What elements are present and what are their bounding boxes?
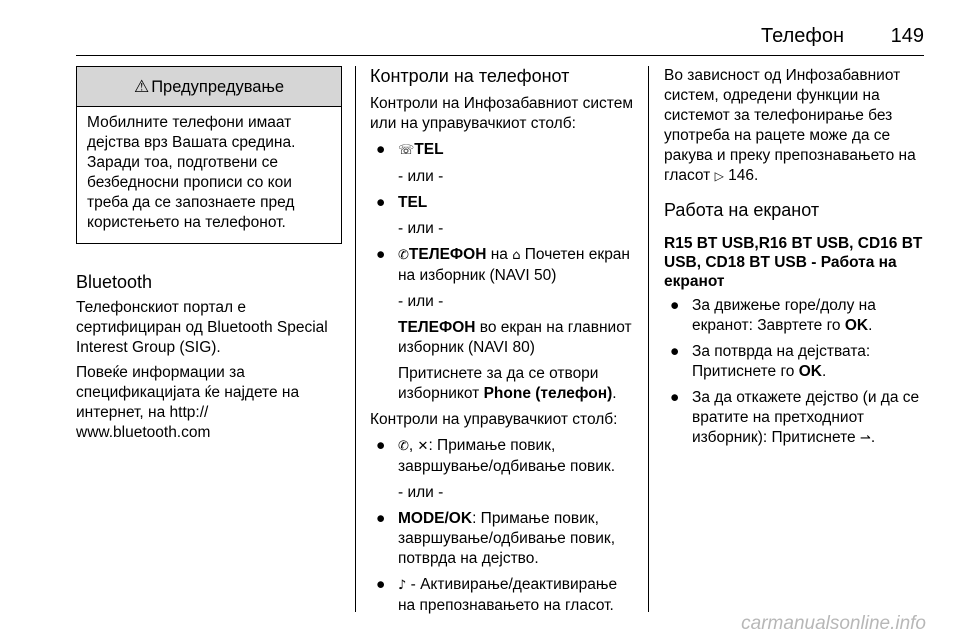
column-divider-1 <box>355 66 356 612</box>
page-header-title: Телефон <box>761 25 844 47</box>
or-separator-1: - или - <box>398 168 444 185</box>
tel-label-1: TEL <box>414 141 444 158</box>
phone-receiver-icon: ✆ <box>398 248 409 263</box>
bluetooth-heading: Bluetooth <box>76 272 153 292</box>
header-rule <box>76 55 924 56</box>
page-reference-triangle-icon: ▷ <box>714 169 724 183</box>
list-item-voice: ● ♪ - Активирање/деактивирање на препознавањето на гласот. <box>376 576 618 614</box>
phone-answer-icon: ✆ <box>398 439 409 454</box>
column-3 <box>664 66 928 449</box>
screen-operation-subheading: R15 BT USB,R16 BT USB, CD16 BT USB, CD18 BT USB - Работа на екранот <box>664 235 923 290</box>
page-number: 149 <box>890 25 924 47</box>
telefon-press-text: Притиснете за да се отвори изборникот Phone (телефон). <box>398 365 617 402</box>
controls-intro: Контроли на Инфозабавниот систем или на управувачкиот столб: <box>370 95 633 132</box>
bluetooth-paragraph-2: Повеќе информации за спецификацијата ќе најдете на интернет, на http:// www.bluetooth.com <box>76 364 300 441</box>
phone-hangup-icon: ✕ <box>417 439 429 454</box>
warning-header <box>77 67 341 107</box>
home-icon: ⌂ <box>512 248 521 263</box>
column-1 <box>76 66 342 443</box>
steering-column-intro: Контроли на управувачкиот столб: <box>370 411 618 428</box>
or-separator-4: - или - <box>398 484 444 501</box>
bluetooth-paragraph-1: Телефонскиот портал е сертифициран од Bluetooth Special Interest Group (SIG). <box>76 299 328 356</box>
tel-label-2: TEL <box>398 194 428 211</box>
warning-triangle-icon: ⚠ <box>133 77 150 97</box>
or-separator-3: - или - <box>398 293 444 310</box>
list-item-telefon-navi50: ● ✆ТЕЛЕФОН на ⌂ Почетен екран на изборник (NAVI 50) <box>376 246 630 284</box>
column-divider-2 <box>648 66 649 612</box>
voice-recognition-paragraph: Во зависност од Инфозабавниот систем, одредени функции на системот за телефонирање без употреба на рацете може да се ракува и преку препознавањето на гласот ▷ 146. <box>664 67 916 184</box>
back-arrow-icon: ⇀ <box>859 431 871 446</box>
voice-recognition-icon: ♪ <box>398 578 407 593</box>
list-item-scroll: ● За движење горе/долу на екранот: Завртете го OK. <box>670 297 876 334</box>
list-item-cancel: ● За да откажете дејство (и да се вратите на претходниот изборник): Притиснете ⇀. <box>664 388 928 449</box>
list-item-tel-2: ● TEL <box>376 194 428 211</box>
page-header <box>0 0 960 58</box>
phone-handset-outline-icon: ☏ <box>398 143 415 158</box>
telefon-navi80: ТЕЛЕФОН во екран на главниот изборник (NAVI 80) <box>398 319 632 356</box>
warning-body <box>77 107 341 243</box>
screen-operation-heading: Работа на екранот <box>664 200 820 220</box>
warning-text: Мобилните телефони имаат дејства врз Вашата средина. Заради тоа, подготвени се безбедносни прописи со кои треба да се запознаете пред користењето на телефонот. <box>87 114 296 231</box>
telefon-label-1: ТЕЛЕФОН <box>408 246 487 263</box>
watermark: carmanualsonline.info <box>741 613 926 634</box>
warning-title: Предупредување <box>151 78 285 96</box>
list-item-mode-ok: ● MODE/OK: Примање повик, завршување/одбивање повик, потврда на дејство. <box>376 510 616 567</box>
list-item-confirm: ● За потврда на дејствата: Притиснете го OK. <box>670 343 871 380</box>
list-item-answer-hangup: ● ✆, ✕: Примање повик, завршување/одбивање повик. <box>376 437 616 475</box>
warning-box <box>76 66 342 244</box>
phone-controls-heading: Контроли на телефонот <box>370 66 570 86</box>
or-separator-2: - или - <box>398 220 444 237</box>
list-item-tel-1: ● ☏TEL <box>370 140 634 161</box>
column-2 <box>370 66 634 616</box>
